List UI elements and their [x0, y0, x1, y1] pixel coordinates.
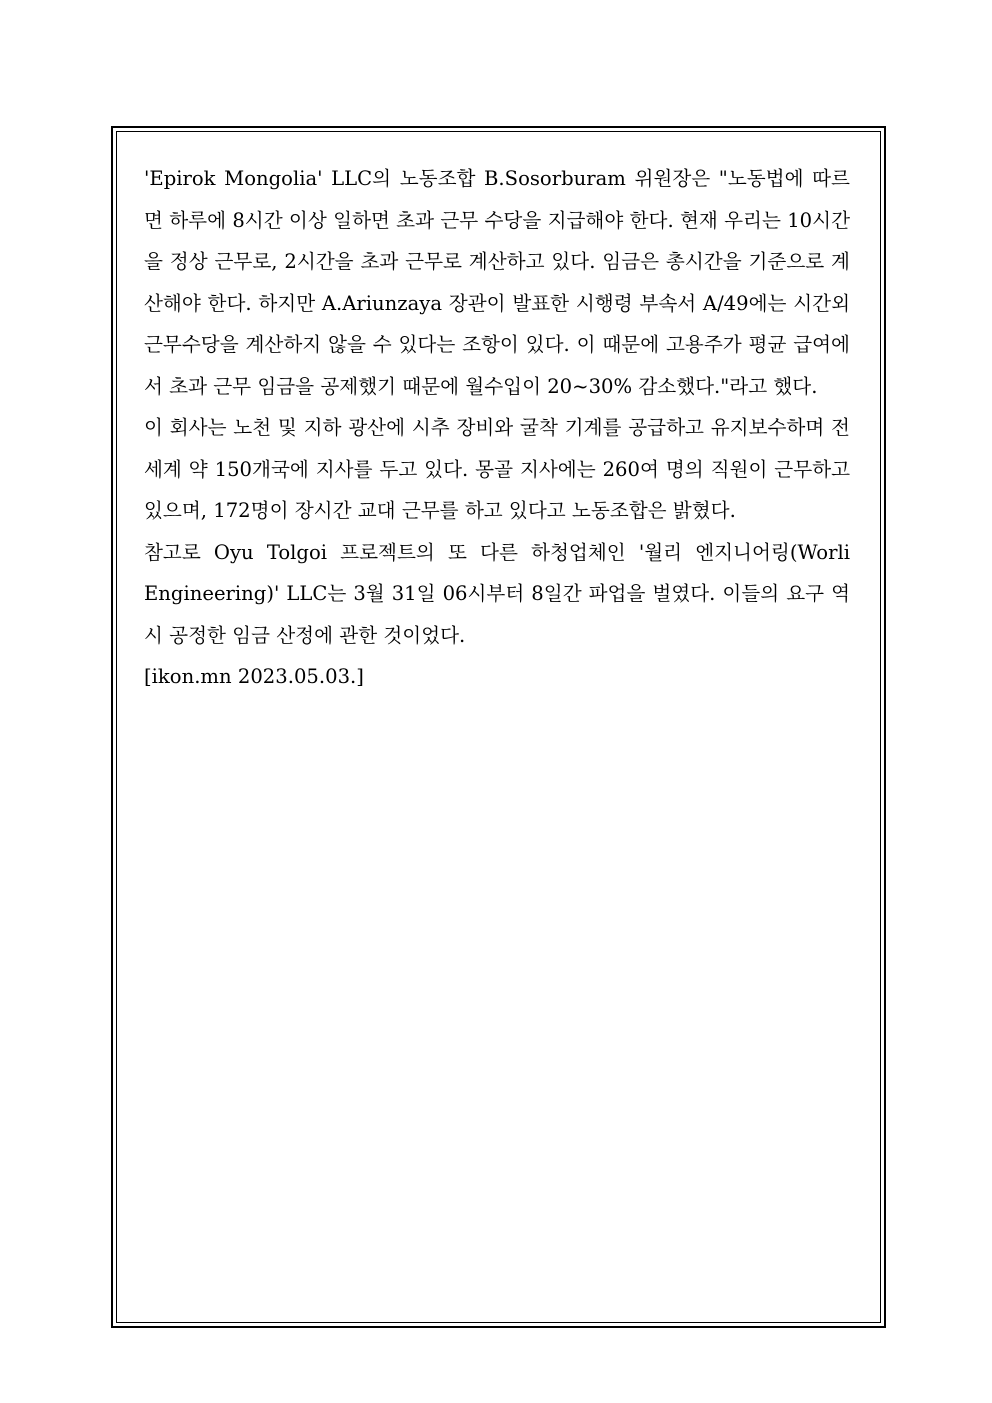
paragraph-union-statement: 'Epirok Mongolia' LLC의 노동조합 B.Sosorburam 위원장은 "노동법에 따르면 하루에 8시간 이상 일하면 초과 근무 수당을 지급해야 한다. 현재 우리는 10시간을 정상 근무로, 2시간을 초과 근무로 계산하고 있다. 임금은 총시간을 기준으로 계산해야 한다. 하지만 A.Ariunzaya 장관이 발표한 시행령 부속서 A/49에는 시간외근무수당을 계산하지 않을 수 있다는 조항이 있다. 이 때문에 고용주가 평균 급여에서 초과 근무 임금을 공제했기 때문에 월수입이 20~30% 감소했다."라고 했다.	[144, 167, 850, 398]
article-text	[144, 158, 850, 698]
paragraph-worli-strike: 참고로 Oyu Tolgoi 프로젝트의 또 다른 하청업체인 '월리 엔지니어링(Worli Engineering)' LLC는 3월 31일 06시부터 8일간 파업을 벌였다. 이들의 요구 역시 공정한 임금 산정에 관한 것이었다.	[144, 540, 850, 647]
source-citation: [ikon.mn 2023.05.03.]	[144, 665, 364, 688]
article-box	[111, 126, 886, 1328]
paragraph-company-info: 이 회사는 노천 및 지하 광산에 시추 장비와 굴착 기계를 공급하고 유지보수하며 전 세계 약 150개국에 지사를 두고 있다. 몽골 지사에는 260여 명의 직원이 근무하고 있으며, 172명이 장시간 교대 근무를 하고 있다고 노동조합은 밝혔다.	[144, 416, 850, 522]
